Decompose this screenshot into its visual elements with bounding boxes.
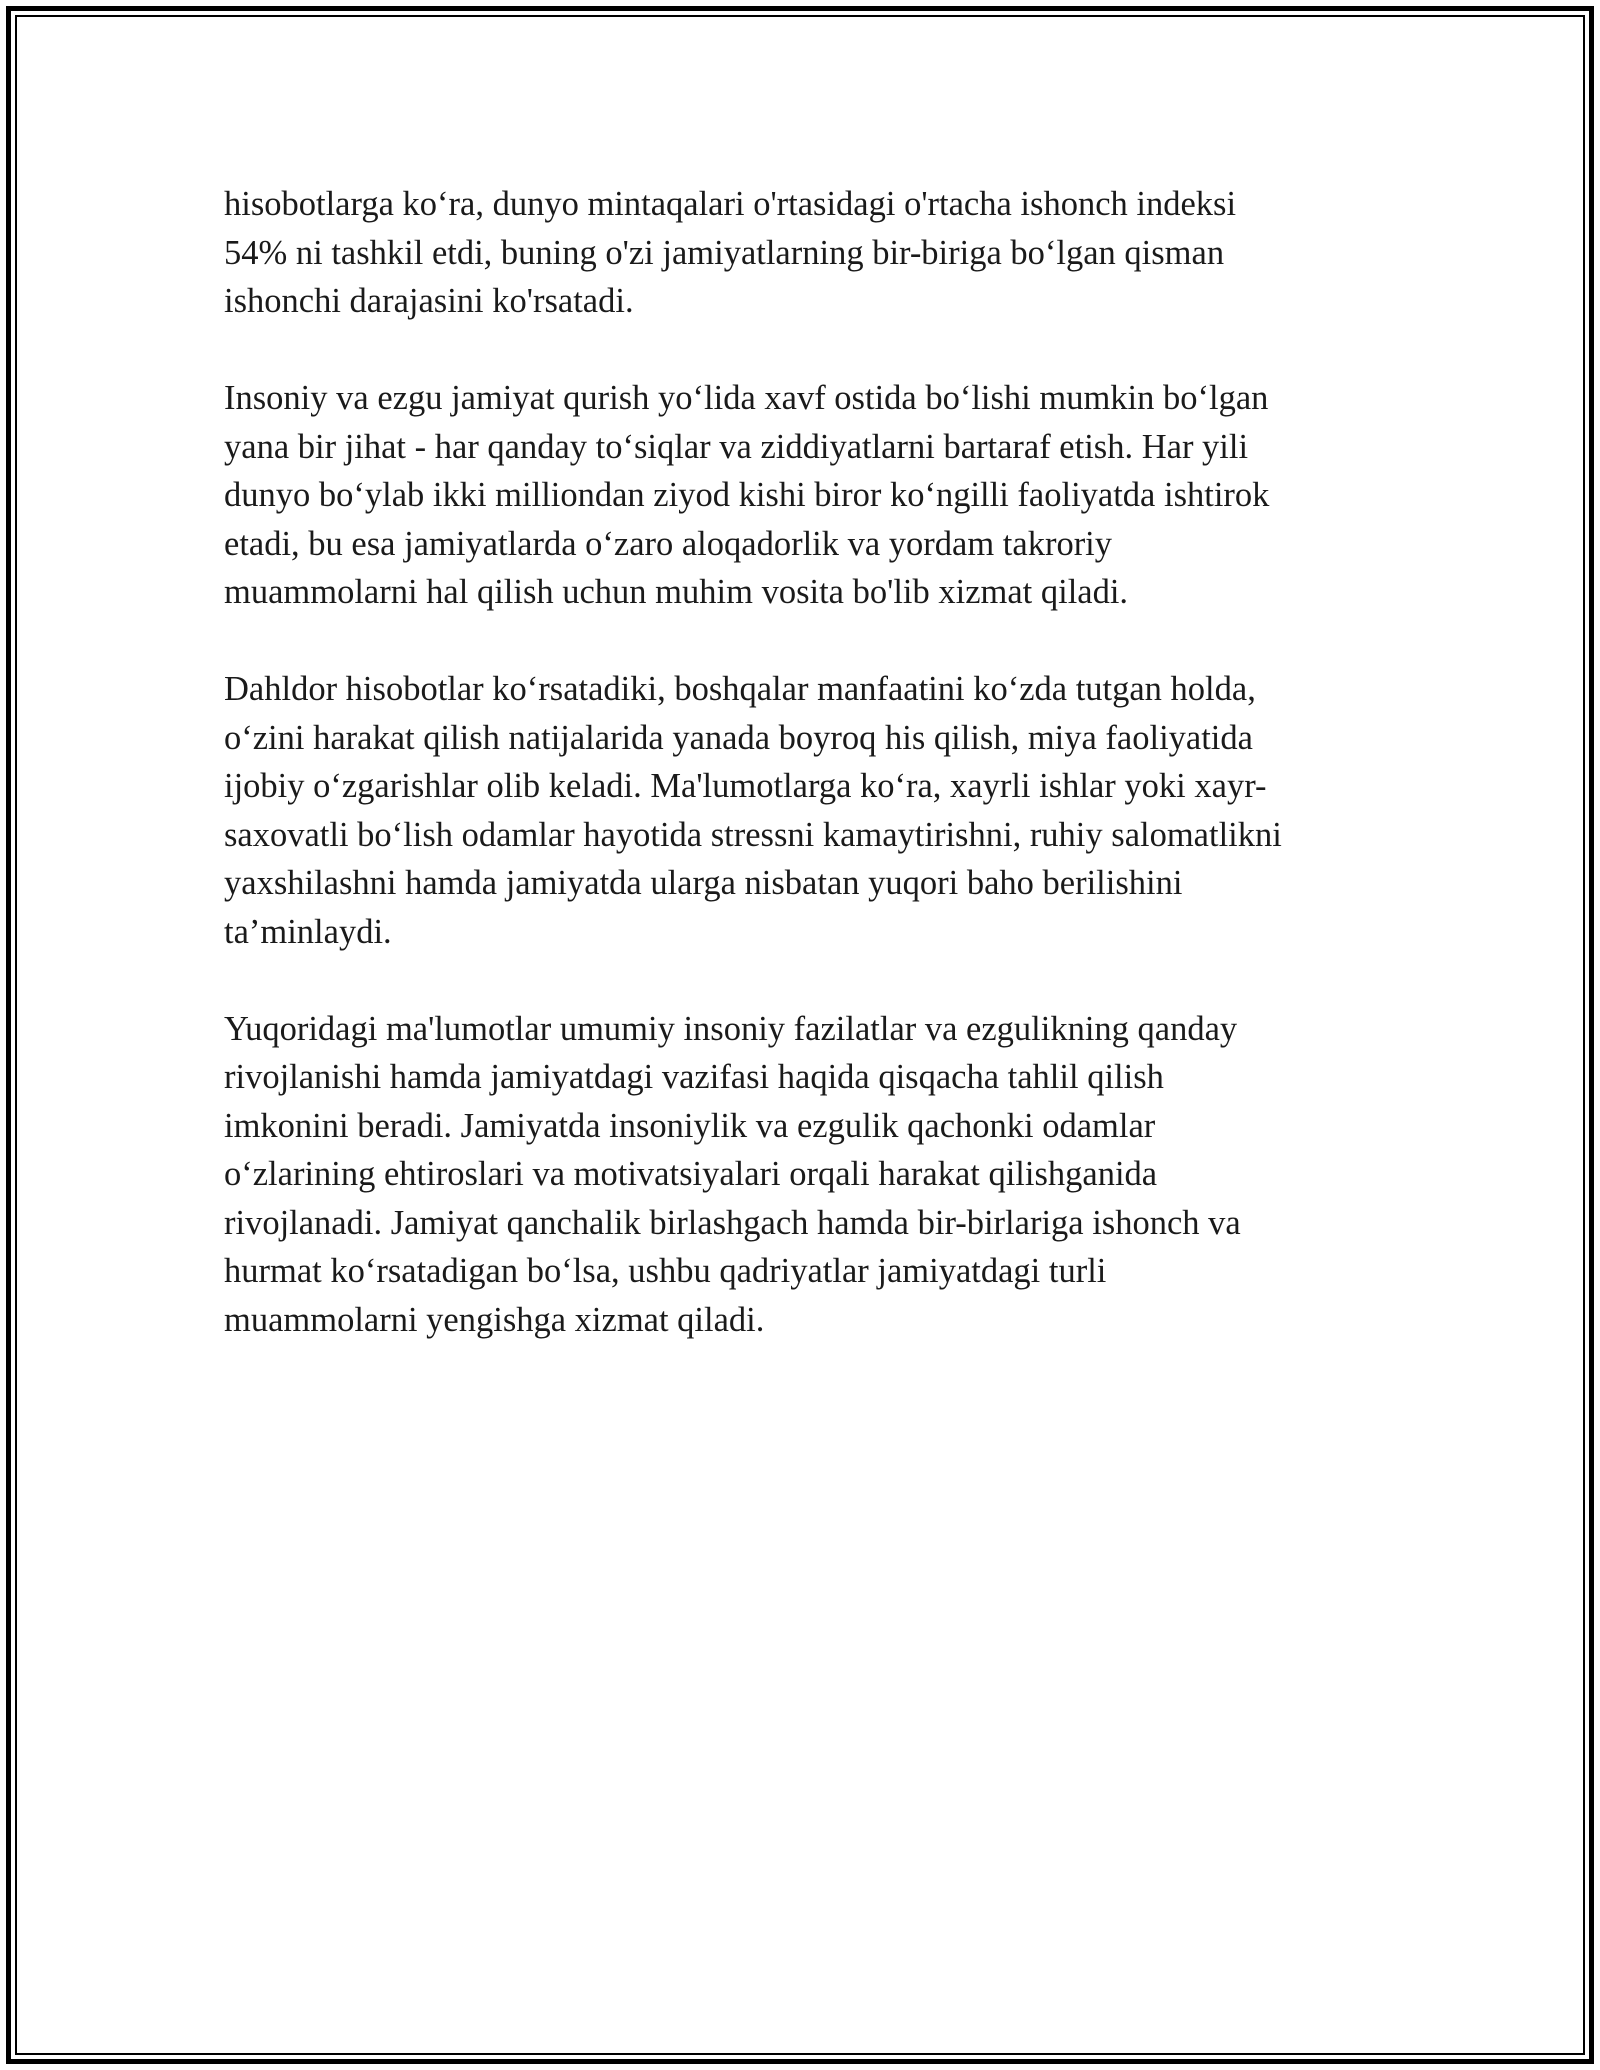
- text-line: saxovatli bo‘lish odamlar hayotida stressni kamaytirishni, ruhiy salomatlikni: [224, 815, 1282, 854]
- text-line: yaxshilashni hamda jamiyatda ularga nisbatan yuqori baho berilishini: [224, 864, 1183, 902]
- text-line: Yuqoridagi ma'lumotlar umumiy insoniy fazilatlar va ezgulikning qanday: [224, 1009, 1238, 1048]
- text-line: muammolarni yengishga xizmat qiladi.: [224, 1300, 765, 1339]
- text-line: etadi, bu esa jamiyatlarda o‘zaro aloqadorlik va yordam takroriy: [224, 524, 1113, 563]
- text-line: yana bir jihat - har qanday to‘siqlar va ziddiyatlarni bartaraf etish. Har yili: [224, 427, 1249, 466]
- text-line: o‘zini harakat qilish natijalarida yanada boyroq his qilish, miya faoliyatida: [224, 718, 1253, 757]
- paragraph-3: [224, 665, 1374, 956]
- text-line: 54% ni tashkil etdi, buning o'zi jamiyatlarning bir-biriga bo‘lgan qisman: [224, 233, 1225, 272]
- text-line: rivojlanadi. Jamiyat qanchalik birlashgach hamda bir-birlariga ishonch va: [224, 1203, 1241, 1242]
- text-line: o‘zlarining ehtiroslari va motivatsiyalari orqali harakat qilishganida: [224, 1155, 1158, 1193]
- text-line: dunyo bo‘ylab ikki milliondan ziyod kishi biror ko‘ngilli faoliyatda ishtirok: [224, 476, 1270, 514]
- paragraph-1: [224, 180, 1374, 326]
- document-body: [224, 180, 1374, 1393]
- text-line: ishonchi darajasini ko'rsatadi.: [224, 282, 634, 320]
- text-line: hisobotlarga ko‘ra, dunyo mintaqalari o'rtasidagi o'rtacha ishonch indeksi: [224, 185, 1237, 223]
- text-line: imkonini beradi. Jamiyatda insoniylik va ezgulik qachonki odamlar: [224, 1106, 1156, 1145]
- paragraph-2: [224, 374, 1374, 617]
- text-line: hurmat ko‘rsatadigan bo‘lsa, ushbu qadriyatlar jamiyatdagi turli: [224, 1252, 1107, 1290]
- text-line: ta’minlaydi.: [224, 912, 392, 951]
- paragraph-4: [224, 1005, 1374, 1345]
- text-line: Insoniy va ezgu jamiyat qurish yo‘lida xavf ostida bo‘lishi mumkin bo‘lgan: [224, 379, 1269, 417]
- text-line: ijobiy o‘zgarishlar olib keladi. Ma'lumotlarga ko‘ra, xayrli ishlar yoki xayr-: [224, 767, 1267, 805]
- text-line: muammolarni hal qilish uchun muhim vosita bo'lib xizmat qiladi.: [224, 573, 1129, 611]
- text-line: rivojlanishi hamda jamiyatdagi vazifasi haqida qisqacha tahlil qilish: [224, 1058, 1164, 1096]
- text-line: Dahldor hisobotlar ko‘rsatadiki, boshqalar manfaatini ko‘zda tutgan holda,: [224, 670, 1256, 708]
